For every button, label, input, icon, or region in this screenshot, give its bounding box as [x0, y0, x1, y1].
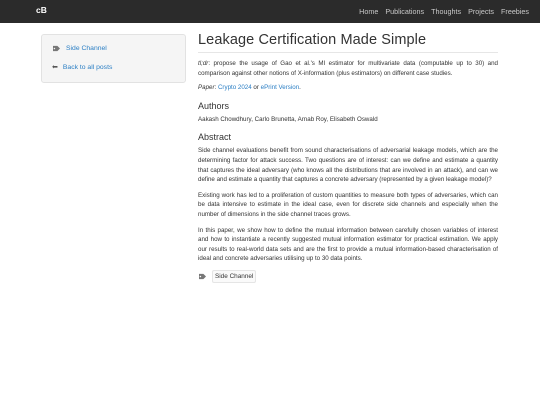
authors-heading: Authors: [198, 100, 230, 111]
nav-home-link[interactable]: Home: [359, 7, 379, 16]
tag-icon: [198, 273, 207, 280]
nav-thoughts-link[interactable]: Thoughts: [431, 7, 462, 16]
sidebar-back-row[interactable]: [52, 64, 112, 71]
abstract-paragraph: Side channel evaluations benefit from sound characterisations of adversarial leakage models, which are the determining factor for attack success. Two questions are of interest: can we define and estimate a quantity that captures the ideal adversary (who knows all the distributions that are involved in an attack), and can we define and estimate a quantity that captures a concrete adversary (represented by a given leakage model)?: [198, 147, 498, 184]
nav-projects-link[interactable]: Projects: [468, 7, 495, 16]
post-content: [198, 32, 498, 285]
paper-end: .: [299, 84, 301, 92]
arrow-left-icon: ⬅: [52, 64, 58, 71]
page-title: Leakage Certification Made Simple: [198, 32, 427, 48]
abstract-paragraph: In this paper, we show how to define the mutual information between carefully chosen variables of interest and how to instantiate a recently suggested mutual information estimator for practical estimation. We apply our results to real-world data sets and are the first to provide a mutual information-based characterisation of ideal and concrete adversaries utilising up to 30 data points.: [198, 226, 498, 263]
nav-freebies-link[interactable]: Freebies: [501, 7, 529, 16]
authors-list: Aakash Chowdhury, Carlo Brunetta, Arnab Roy, Elisabeth Oswald: [198, 115, 378, 123]
paper-label: Paper: [198, 84, 215, 92]
post-tag[interactable]: [198, 270, 256, 283]
abstract-heading: Abstract: [198, 132, 232, 143]
paper-links: [198, 83, 498, 93]
paper-sep: :: [214, 84, 218, 92]
abstract-body: [198, 146, 498, 264]
abstract-paragraph: Existing work has led to a proliferation of custom quantities to measure both types of adversaries, which can be data intensive to estimate in the ideal case, even for discrete side channels and especially when the number of dimensions in the side channel traces grows.: [198, 191, 498, 218]
title-divider: [198, 52, 498, 53]
tldr-text: : propose the usage of Gao et al.'s MI estimator for multivariate data (computable up to 30) and comparison against other notions of X-information (plus estimators) on different case studies.: [198, 60, 498, 77]
sidebar-tag-row[interactable]: [52, 45, 107, 52]
back-to-posts-link[interactable]: Back to all posts: [62, 64, 113, 71]
nav-links: [359, 7, 529, 16]
top-navbar: [0, 0, 540, 23]
crypto-2024-link[interactable]: Crypto 2024: [217, 84, 252, 92]
sidebar-panel: [41, 34, 186, 83]
sidebar-tag-link[interactable]: Side Channel: [66, 45, 107, 52]
post-tag-label[interactable]: Side Channel: [212, 270, 256, 283]
tag-icon: [52, 45, 61, 52]
tldr-paragraph: [198, 59, 498, 78]
nav-publications-link[interactable]: Publications: [385, 7, 425, 16]
tldr-label: tl;dr: [198, 60, 209, 67]
paper-or: or: [251, 84, 261, 92]
eprint-link[interactable]: ePrint Version: [260, 84, 300, 92]
brand-logo[interactable]: cB: [36, 5, 47, 15]
